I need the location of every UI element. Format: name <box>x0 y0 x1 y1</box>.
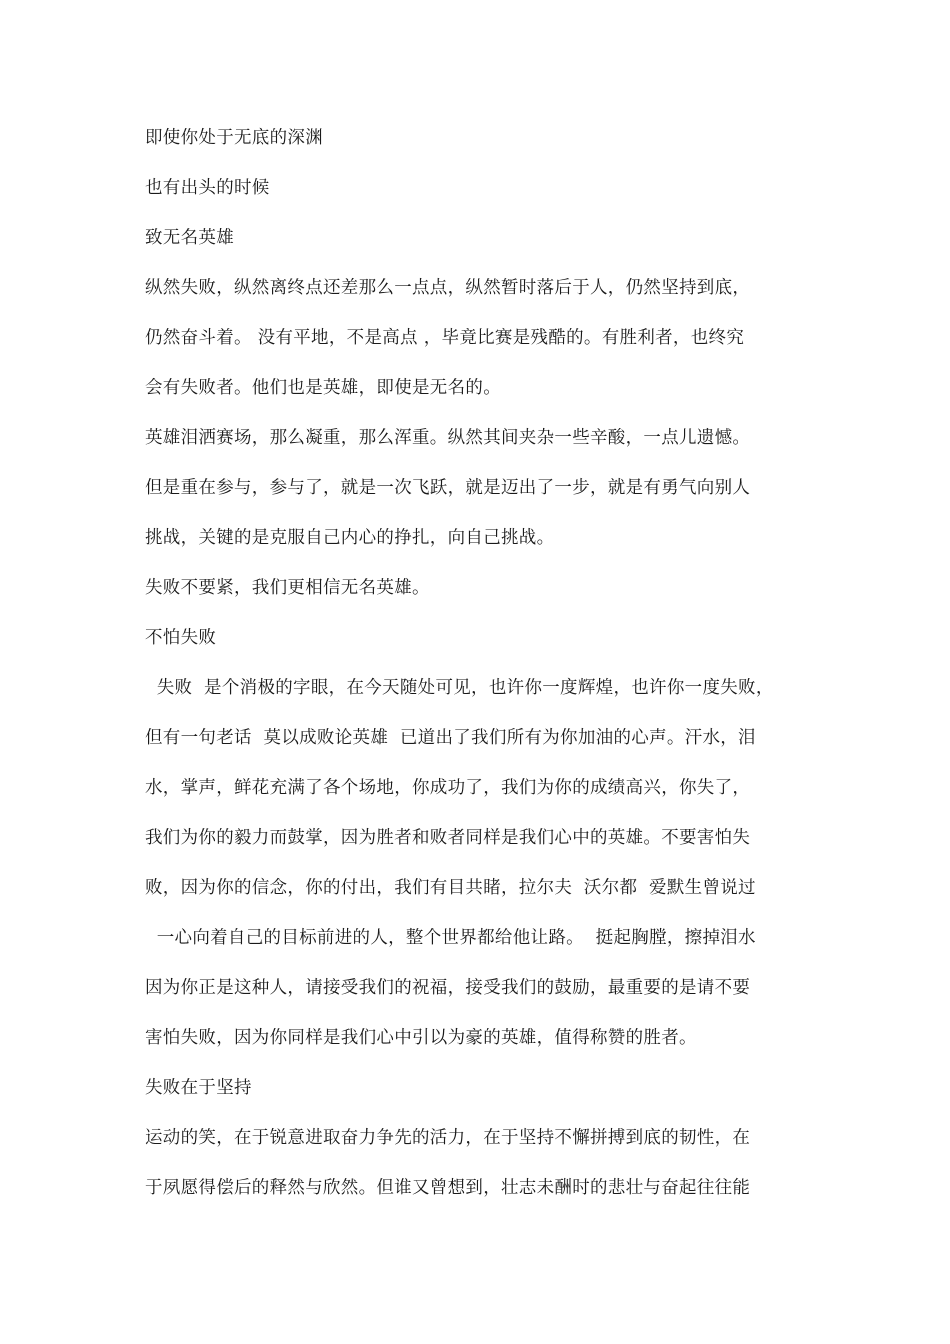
text-line: 但是重在参与，参与了，就是一次飞跃，就是迈出了一步，就是有勇气向别人 <box>145 478 751 498</box>
text-line: 仍然奋斗着。 没有平地，不是高点 ，毕竟比赛是残酷的。有胜利者，也终究 <box>145 328 745 348</box>
text-line: 英雄泪洒赛场，那么凝重，那么浑重。纵然其间夹杂一些辛酸，一点儿遗憾。 <box>145 428 751 448</box>
text-line: 即使你处于无底的深渊 <box>145 128 323 148</box>
text-line: 因为你正是这种人，请接受我们的祝福，接受我们的鼓励，最重要的是请不要 <box>145 978 751 998</box>
text-line: 失败 是个消极的字眼，在今天随处可见，也许你一度辉煌，也许你一度失败， <box>145 678 774 698</box>
text-line: 失败不要紧，我们更相信无名英雄。 <box>145 578 430 598</box>
text-line: 也有出头的时候 <box>145 178 270 198</box>
text-line: 水，掌声，鲜花充满了各个场地，你成功了，我们为你的成绩高兴，你失了， <box>145 778 751 798</box>
text-line: 致无名英雄 <box>145 228 234 248</box>
text-line: 失败在于坚持 <box>145 1078 252 1098</box>
text-line: 但有一句老话 莫以成败论英雄 已道出了我们所有为你加油的心声。汗水，泪 <box>145 728 756 748</box>
text-line: 我们为你的毅力而鼓掌，因为胜者和败者同样是我们心中的英雄。不要害怕失 <box>145 828 751 848</box>
text-line: 纵然失败，纵然离终点还差那么一点点，纵然暂时落后于人，仍然坚持到底， <box>145 278 751 298</box>
text-line: 会有失败者。他们也是英雄，即使是无名的。 <box>145 378 501 398</box>
text-line: 挑战，关键的是克服自己内心的挣扎，向自己挑战。 <box>145 528 555 548</box>
text-line: 不怕失败 <box>145 628 217 648</box>
text-line: 一心向着自己的目标前进的人，整个世界都给他让路。 挺起胸膛，擦掉泪水 <box>145 928 756 948</box>
text-line: 运动的笑，在于锐意进取奋力争先的活力，在于坚持不懈拼搏到底的韧性，在 <box>145 1128 751 1148</box>
text-line: 败，因为你的信念，你的付出，我们有目共睹，拉尔夫 沃尔都 爱默生曾说过 <box>145 878 756 898</box>
text-line: 害怕失败，因为你同样是我们心中引以为豪的英雄，值得称赞的胜者。 <box>145 1028 697 1048</box>
text-line: 于夙愿得偿后的释然与欣然。但谁又曾想到，壮志未酬时的悲壮与奋起往往能 <box>145 1178 751 1198</box>
